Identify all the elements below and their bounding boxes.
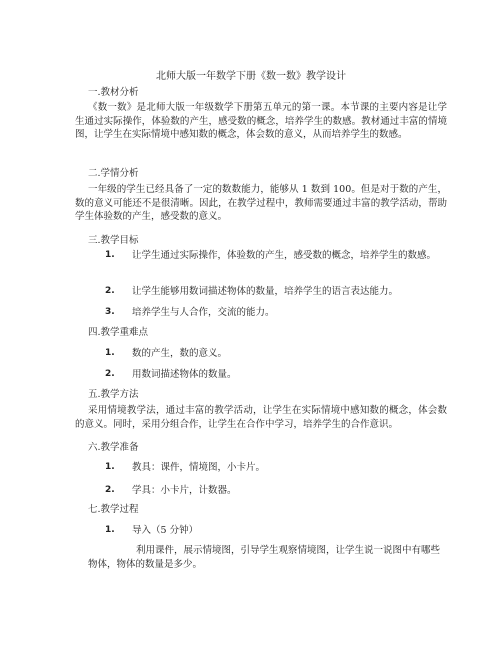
section-heading-student-analysis: 二.学情分析 [88, 168, 139, 179]
list-item [88, 368, 446, 382]
list-item-number: 2. [105, 369, 115, 379]
document-title: 北师大版一年数学下册《数一数》教学设计 [156, 71, 346, 82]
list-item-number: 1. [105, 525, 115, 535]
list-item [88, 306, 446, 320]
section-heading-teaching-methods: 五.教学方法 [88, 389, 139, 400]
list-item [88, 285, 446, 299]
list-item [88, 249, 446, 263]
section-paragraph-textbook-analysis: 《数一数》是北师大版一年级数学下册第五单元的第一课。本节课的主要内容是让学生通过实际操作，体验数的产生，感受数的概念，培养学生的数感。教材通过丰富的情境图，让学生在实际情境中感知数的概念，体会数的意义，从而培养学生的数感。 [75, 102, 447, 140]
list-item [88, 347, 446, 361]
list-item-text: 教具：课件，情境图，小卡片。 [132, 462, 266, 473]
section-heading-teaching-goals: 三.教学目标 [88, 235, 139, 246]
list-item [88, 524, 446, 538]
list-item-number: 1. [105, 348, 115, 358]
list-item [88, 484, 446, 498]
section-heading-teaching-process: 七.教学过程 [88, 504, 139, 515]
section-paragraph-teaching-methods: 采用情境教学法，通过丰富的教学活动，让学生在实际情境中感知数的概念，体会数的意义。同时，采用分组合作，让学生在合作中学习，培养学生的合作意识。 [75, 405, 447, 430]
list-item-text: 用数词描述物体的数量。 [132, 369, 237, 380]
section-paragraph-student-analysis: 一年级的学生已经具备了一定的数数能力，能够从 1 数到 100。但是对于数的产生，数的意义可能还不是很清晰。因此，在教学过程中，教师需要通过丰富的教学活动，帮助学生体验数的产生，感受数的意义。 [75, 184, 447, 222]
list-item-number: 1. [105, 462, 115, 472]
section-heading-teaching-preparation: 六.教学准备 [88, 442, 139, 453]
section-heading-key-points: 四.教学重难点 [88, 327, 149, 338]
list-item-number: 2. [105, 485, 115, 495]
list-item-text: 让学生能够用数词描述物体的数量，培养学生的语言表达能力。 [132, 286, 399, 297]
list-item-text: 让学生通过实际操作，体验数的产生，感受数的概念，培养学生的数感。 [132, 250, 437, 261]
list-item-text: 数的产生，数的意义。 [132, 348, 228, 359]
list-item-number: 3. [105, 307, 115, 317]
section-subparagraph-introduction: 利用课件，展示情境图，引导学生观察情境图，让学生说一说图中有哪些物体，物体的数量是多少。 [88, 545, 441, 570]
list-item-text: 培养学生与人合作，交流的能力。 [132, 307, 275, 318]
list-item [88, 461, 446, 475]
list-item-number: 2. [105, 286, 115, 296]
list-item-text: 导入（5 分钟） [132, 525, 199, 536]
list-item-text: 学具：小卡片，计数器。 [132, 485, 237, 496]
section-heading-textbook-analysis: 一.教材分析 [88, 87, 139, 98]
list-item-number: 1. [105, 250, 115, 260]
